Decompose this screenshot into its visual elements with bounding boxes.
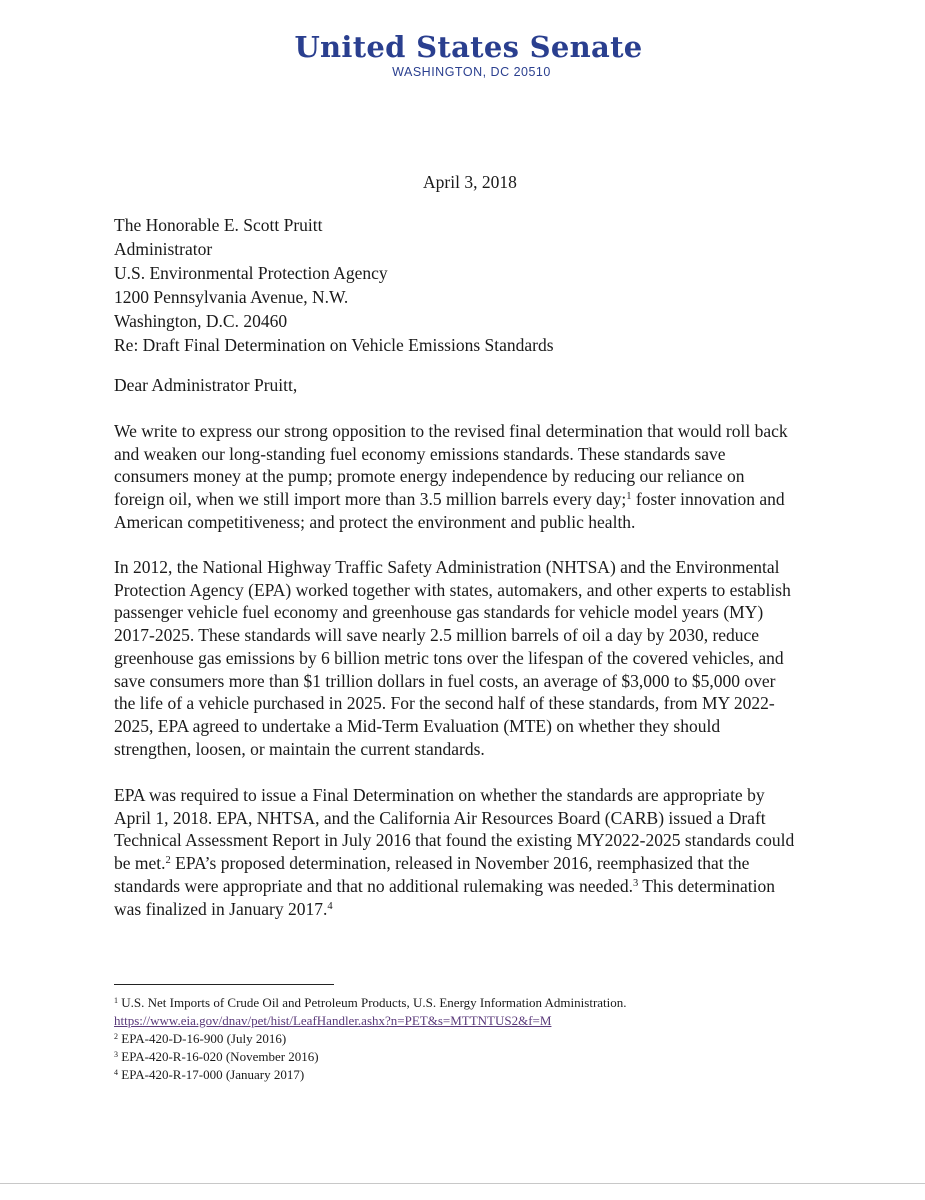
paragraph-text: foster innovation and (631, 489, 785, 510)
paragraph-line: Technical Assessment Report in July 2016 that found the existing MY2022-2025 standards could (114, 830, 795, 851)
paragraph-line (114, 852, 834, 875)
footnote-text: EPA-420-D-16-900 (July 2016) (118, 1031, 287, 1046)
paragraph-line: 2017-2025. These standards will save nearly 2.5 million barrels of oil a day by 2030, reduce (114, 625, 760, 646)
paragraph-line: passenger vehicle fuel economy and greenhouse gas standards for vehicle model years (MY) (114, 602, 764, 623)
paragraph-line: the life of a vehicle purchased in 2025. For the second half of these standards, from MY 2022- (114, 693, 775, 714)
footnote-ref-2: 2 (165, 855, 171, 867)
addressee-street: 1200 Pennsylvania Avenue, N.W. (114, 287, 349, 307)
paragraph-line: American competitiveness; and protect the environment and public health. (114, 511, 636, 532)
footnote-mark: 4 (114, 1068, 118, 1077)
paragraph-line (114, 488, 834, 511)
footnote-mark: 2 (114, 1032, 118, 1041)
senate-letterhead-title: United States Senate (294, 30, 643, 64)
paragraph-line: April 1, 2018. EPA, NHTSA, and the California Air Resources Board (CARB) issued a Draft (114, 807, 766, 828)
addressee-block (114, 213, 554, 357)
addressee-title: Administrator (114, 239, 213, 259)
paragraph-text: standards were appropriate and that no additional rulemaking was needed. (114, 875, 633, 896)
paragraph-line: consumers money at the pump; promote energy independence by reducing our reliance on (114, 466, 745, 487)
footnote-text: U.S. Net Imports of Crude Oil and Petroleum Products, U.S. Energy Information Administration. (118, 995, 627, 1010)
paragraph-line: EPA was required to issue a Final Determination on whether the standards are appropriate by (114, 785, 765, 805)
paragraph-text: was finalized in January 2017. (114, 898, 328, 919)
footnote-divider (114, 984, 334, 985)
footnote-ref-3: 3 (632, 877, 639, 889)
footnote-1 (114, 994, 627, 1012)
salutation: Dear Administrator Pruitt, (114, 375, 298, 395)
addressee-agency: U.S. Environmental Protection Agency (114, 263, 388, 283)
footnote-1-link-line (114, 1012, 627, 1030)
senate-letterhead-address: WASHINGTON, DC 20510 (392, 65, 551, 79)
letter-date: April 3, 2018 (423, 172, 517, 192)
footnote-text: EPA-420-R-16-020 (November 2016) (118, 1049, 319, 1064)
paragraph-text: foreign oil, when we still import more than 3.5 million barrels every day; (114, 489, 627, 510)
paragraph-line: 2025, EPA agreed to undertake a Mid-Term Evaluation (MTE) on whether they should (114, 715, 721, 736)
footnote-ref-1: 1 (626, 491, 632, 503)
paragraph-line: In 2012, the National Highway Traffic Safety Administration (NHTSA) and the Environmental (114, 557, 780, 577)
paragraph-line: greenhouse gas emissions by 6 billion metric tons over the lifespan of the covered vehicles, and (114, 647, 784, 668)
paragraph-text: EPA’s proposed determination, released in November 2016, reemphasized that the (170, 853, 750, 874)
footnote-ref-4: 4 (327, 900, 333, 912)
body-paragraph-3 (114, 784, 834, 920)
body-paragraph-1 (114, 420, 834, 534)
footnote-2 (114, 1030, 627, 1048)
subject-line: Re: Draft Final Determination on Vehicle Emissions Standards (114, 335, 554, 355)
letterhead (0, 30, 925, 80)
footnote-3 (114, 1048, 627, 1066)
addressee-city: Washington, D.C. 20460 (114, 311, 288, 331)
paragraph-line: save consumers more than $1 trillion dollars in fuel costs, an average of $3,000 to $5,000 over (114, 670, 776, 691)
paragraph-text: be met. (114, 853, 166, 874)
footnote-1-link[interactable]: https://www.eia.gov/dnav/pet/hist/LeafHandler.ashx?n=PET&s=MTTNTUS2&f=M (114, 1013, 552, 1028)
paragraph-text: This determination (638, 875, 775, 896)
paragraph-line: Protection Agency (EPA) worked together with states, automakers, and other experts to establish (114, 579, 791, 600)
addressee-name: The Honorable E. Scott Pruitt (114, 215, 323, 235)
paragraph-line (114, 875, 834, 898)
footnote-mark: 1 (114, 996, 118, 1005)
footnote-mark: 3 (114, 1050, 118, 1059)
paragraph-line (114, 898, 834, 921)
paragraph-line: and weaken our long-standing fuel economy emissions standards. These standards save (114, 443, 726, 464)
footnotes (114, 994, 627, 1084)
footnote-text: EPA-420-R-17-000 (January 2017) (118, 1067, 305, 1082)
footnote-4 (114, 1066, 627, 1084)
page-bottom-edge (0, 1183, 925, 1184)
paragraph-line: strengthen, loosen, or maintain the current standards. (114, 738, 485, 759)
body-paragraph-2 (114, 556, 834, 760)
paragraph-line: We write to express our strong opposition to the revised final determination that would roll back (114, 421, 788, 441)
